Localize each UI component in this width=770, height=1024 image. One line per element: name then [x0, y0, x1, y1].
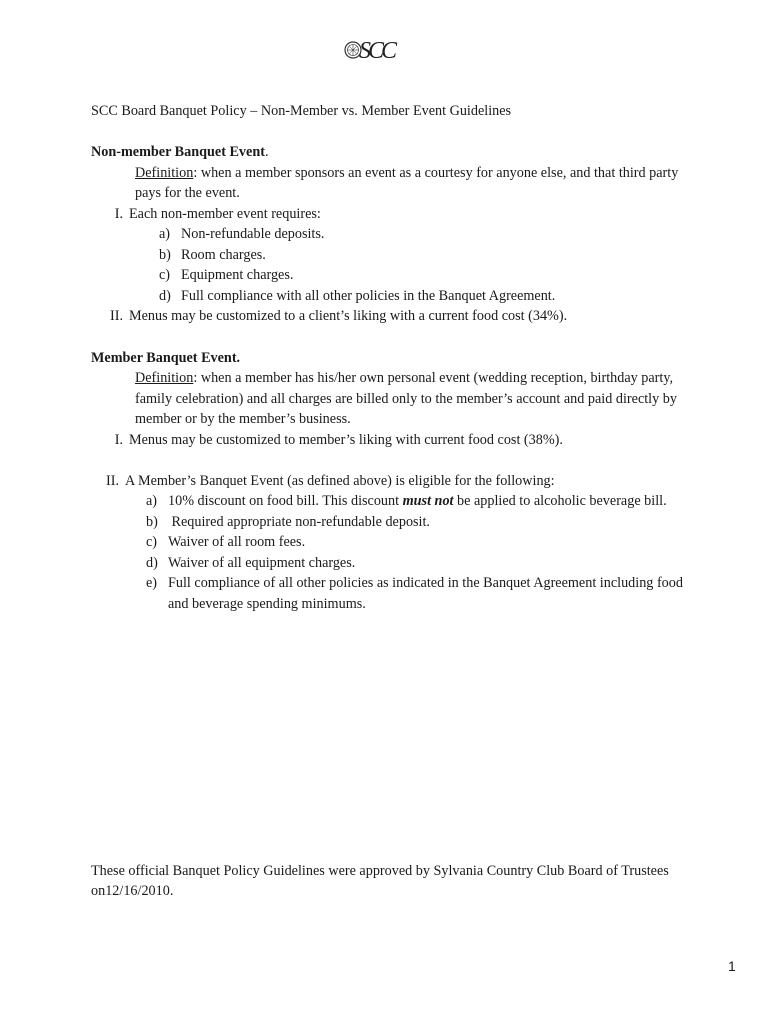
- member-definition-line2: family celebration) and all charges are billed only to the member’s account and paid directly by: [135, 391, 677, 407]
- logo-text: SCC: [359, 38, 395, 64]
- member-item-1: I. Menus may be customized to member’s liking with current food cost (38%).: [114, 432, 563, 448]
- non-member-sub-a: a) Non-refundable deposits.: [159, 226, 325, 242]
- member-sub-d: d) Waiver of all equipment charges.: [146, 555, 356, 571]
- member-sub-c: c) Waiver of all room fees.: [146, 534, 306, 550]
- definition-label: Definition: [135, 370, 194, 386]
- member-heading: Member Banquet Event.: [91, 350, 241, 366]
- non-member-sub-c: c) Equipment charges.: [159, 267, 294, 283]
- member-definition-line3: member or by the member’s business.: [135, 411, 351, 427]
- member-sub-a: a) 10% discount on food bill. This discount must not be applied to alcoholic beverage bill.: [146, 493, 667, 509]
- document-title: SCC Board Banquet Policy – Non-Member vs. Member Event Guidelines: [91, 103, 512, 119]
- non-member-item-2: II. Menus may be customized to a client’s liking with a current food cost (34%).: [110, 308, 568, 324]
- non-member-definition-line2: pays for the event.: [135, 185, 240, 201]
- member-sub-e-line2: and beverage spending minimums.: [168, 596, 366, 612]
- member-sub-b: b) Required appropriate non-refundable deposit.: [146, 514, 430, 530]
- approval-note-line2: on12/16/2010.: [91, 883, 174, 899]
- must-not-emphasis: must not: [402, 493, 454, 509]
- member-item-2: II. A Member’s Banquet Event (as defined above) is eligible for the following:: [106, 473, 555, 489]
- non-member-sub-d: d) Full compliance with all other policies in the Banquet Agreement.: [159, 288, 556, 304]
- definition-label: Definition: [135, 165, 194, 181]
- page-number: 1: [728, 958, 736, 974]
- scc-logo: [343, 32, 405, 68]
- non-member-item-1: I. Each non-member event requires:: [114, 206, 321, 222]
- approval-note-line1: These official Banquet Policy Guidelines were approved by Sylvania Country Club Board of Trustees: [91, 863, 669, 879]
- non-member-heading: Non-member Banquet Event.: [91, 144, 269, 160]
- member-definition-line1: Definition: when a member has his/her own personal event (wedding reception, birthday party,: [135, 370, 674, 386]
- member-sub-e: e) Full compliance of all other policies as indicated in the Banquet Agreement including food: [146, 575, 683, 591]
- non-member-sub-b: b) Room charges.: [159, 247, 266, 263]
- non-member-definition-line1: Definition: when a member sponsors an event as a courtesy for anyone else, and that third party: [135, 165, 679, 181]
